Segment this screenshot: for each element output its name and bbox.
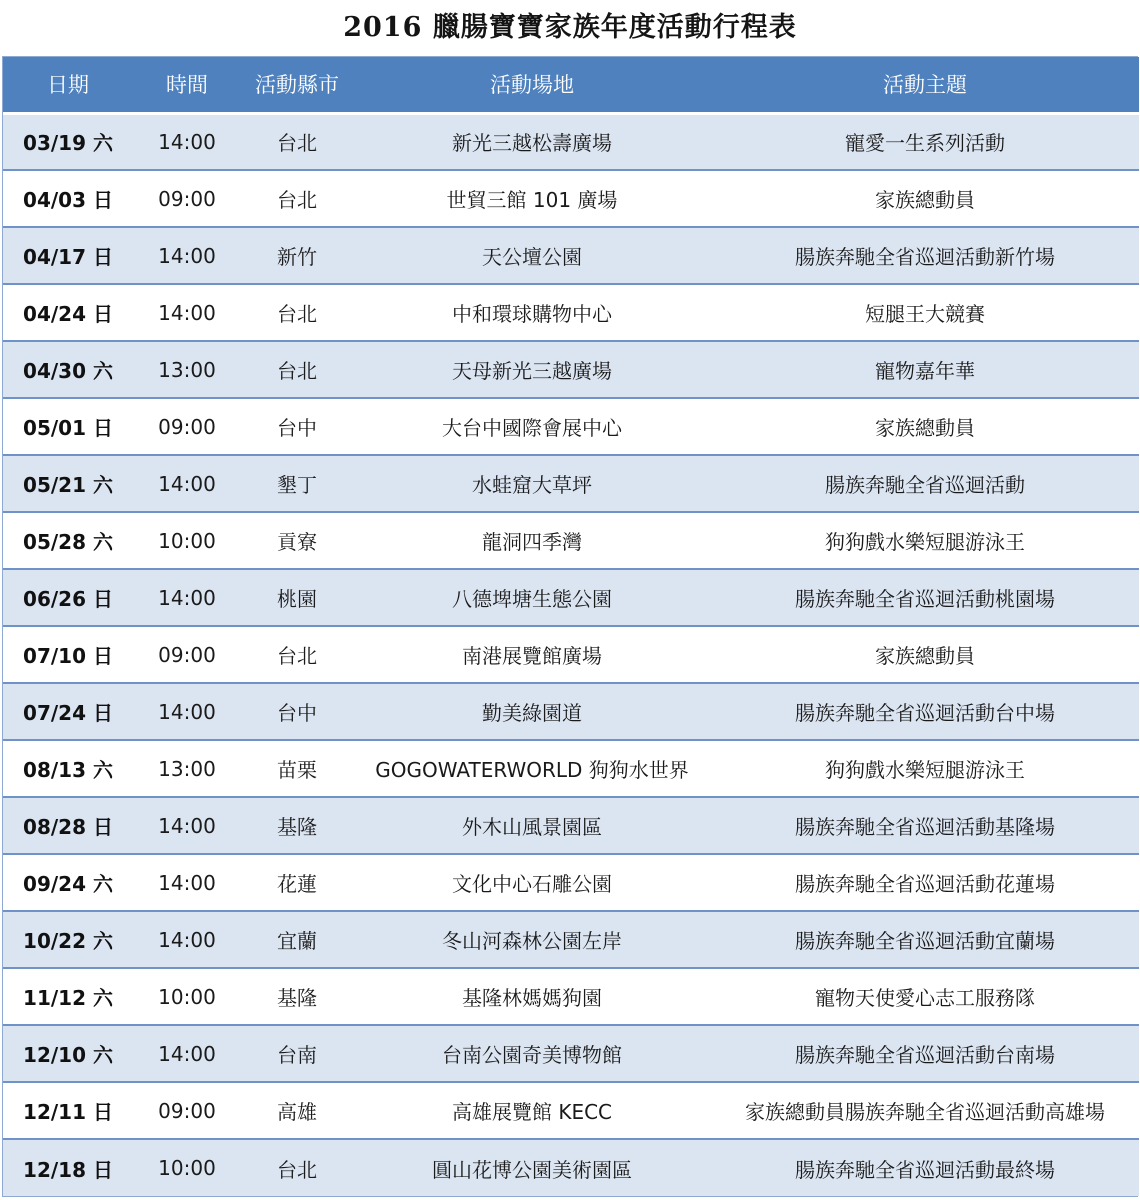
cell-date: 12/11 日 [23,1100,113,1124]
cell-venue: 外木山風景園區 [462,815,602,839]
table-row [3,227,1139,284]
table-body [3,113,1139,1196]
cell-topic: 腸族奔馳全省巡迴活動花蓮場 [795,872,1055,896]
table-row [3,512,1139,569]
cell-city: 高雄 [277,1100,317,1124]
table-row [3,683,1139,740]
cell-venue: 高雄展覽館 KECC [451,1100,613,1124]
cell-topic: 腸族奔馳全省巡迴活動桃園場 [795,587,1055,611]
cell-time: 09:00 [158,1098,216,1123]
table-row [3,740,1139,797]
cell-date: 12/18 日 [23,1157,113,1182]
cell-venue: 新光三越松壽廣場 [452,131,612,156]
cell-date: 06/26 日 [23,587,113,611]
cell-city: 基隆 [277,986,317,1010]
cell-venue: 台南公園奇美博物館 [442,1043,622,1067]
cell-city: 苗栗 [277,758,317,782]
schedule-table [3,57,1139,1196]
cell-date: 08/28 日 [23,815,113,839]
cell-city: 台北 [277,302,317,326]
table-row [3,1082,1139,1139]
schedule-table-container [2,56,1138,1197]
cell-venue: GOGOWATERWORLD 狗狗水世界 [375,758,689,782]
header-row [3,57,1139,113]
cell-venue: 天母新光三越廣場 [452,359,612,383]
cell-time: 14:00 [158,129,216,154]
cell-venue: 八德埤塘生態公園 [452,587,612,611]
table-header [3,57,1139,113]
cell-topic: 寵物天使愛心志工服務隊 [815,986,1035,1010]
cell-date: 04/17 日 [23,245,113,269]
cell-date: 07/24 日 [23,701,113,725]
cell-venue: 文化中心石雕公園 [452,872,612,896]
table-row [3,1025,1139,1082]
header-topic: 活動主題 [711,57,1139,113]
cell-time: 14:00 [158,813,216,838]
cell-topic: 狗狗戲水樂短腿游泳王 [825,758,1025,782]
table-row [3,398,1139,455]
cell-date: 07/10 日 [23,644,113,668]
cell-date: 08/13 六 [23,758,113,782]
cell-topic: 家族總動員腸族奔馳全省巡迴活動高雄場 [745,1100,1105,1124]
table-row [3,284,1139,341]
cell-topic: 腸族奔馳全省巡迴活動台南場 [795,1043,1055,1067]
cell-date: 10/22 六 [23,929,113,953]
cell-time: 10:00 [158,984,216,1009]
cell-date: 05/01 日 [23,416,113,440]
cell-topic: 腸族奔馳全省巡迴活動最終場 [795,1157,1055,1182]
cell-time: 14:00 [158,699,216,724]
cell-date: 04/30 六 [23,359,113,383]
table-row [3,170,1139,227]
cell-venue: 世貿三館 101 廣場 [446,188,618,212]
cell-time: 14:00 [158,243,216,268]
table-row [3,569,1139,626]
cell-date: 11/12 六 [23,986,113,1010]
cell-time: 14:00 [158,1041,216,1066]
cell-time: 09:00 [158,414,216,439]
cell-city: 新竹 [277,245,317,269]
header-venue: 活動場地 [353,57,711,113]
cell-time: 10:00 [158,1156,216,1180]
cell-time: 14:00 [158,927,216,952]
cell-city: 台南 [277,1043,317,1067]
cell-topic: 家族總動員 [875,644,975,668]
cell-date: 05/21 六 [23,473,113,497]
cell-time: 14:00 [158,471,216,496]
cell-city: 台中 [277,416,317,440]
cell-city: 台北 [277,1157,317,1182]
cell-city: 台中 [277,701,317,725]
cell-topic: 腸族奔馳全省巡迴活動宜蘭場 [795,929,1055,953]
cell-venue: 龍洞四季灣 [482,530,582,554]
cell-topic: 寵愛一生系列活動 [845,131,1005,156]
cell-time: 14:00 [158,300,216,325]
table-row [3,341,1139,398]
cell-city: 花蓮 [277,872,317,896]
cell-topic: 狗狗戲水樂短腿游泳王 [825,530,1025,554]
cell-date: 04/24 日 [23,302,113,326]
cell-time: 09:00 [158,642,216,667]
cell-date: 03/19 六 [23,131,113,156]
table-row [3,854,1139,911]
table-row [3,626,1139,683]
cell-topic: 家族總動員 [875,188,975,212]
cell-city: 桃園 [277,587,317,611]
cell-topic: 腸族奔馳全省巡迴活動 [825,473,1025,497]
table-row [3,968,1139,1025]
cell-date: 05/28 六 [23,530,113,554]
cell-venue: 南港展覽館廣場 [462,644,602,668]
cell-topic: 寵物嘉年華 [875,359,975,383]
cell-topic: 腸族奔馳全省巡迴活動台中場 [795,701,1055,725]
cell-city: 墾丁 [277,473,317,497]
cell-date: 04/03 日 [23,188,113,212]
cell-city: 貢寮 [277,530,317,554]
cell-time: 13:00 [158,357,216,382]
cell-venue: 冬山河森林公園左岸 [442,929,622,953]
cell-city: 台北 [277,188,317,212]
cell-date: 12/10 六 [23,1043,113,1067]
cell-venue: 勤美綠園道 [482,701,582,725]
page-title: 2016 臘腸寶寶家族年度活動行程表 [343,12,797,43]
cell-topic: 短腿王大競賽 [865,302,985,326]
cell-topic: 腸族奔馳全省巡迴活動新竹場 [795,245,1055,269]
table-row [3,1139,1139,1196]
table-row [3,113,1139,170]
cell-city: 台北 [277,359,317,383]
cell-city: 宜蘭 [277,929,317,953]
header-time: 時間 [133,57,241,113]
cell-city: 基隆 [277,815,317,839]
cell-time: 13:00 [158,756,216,781]
cell-venue: 水蛙窟大草坪 [472,473,592,497]
table-row [3,911,1139,968]
cell-venue: 天公壇公園 [482,245,582,269]
cell-city: 台北 [277,644,317,668]
header-date: 日期 [3,57,133,113]
cell-venue: 中和環球購物中心 [452,302,612,326]
cell-topic: 家族總動員 [875,416,975,440]
cell-date: 09/24 六 [23,872,113,896]
cell-topic: 腸族奔馳全省巡迴活動基隆場 [795,815,1055,839]
cell-time: 09:00 [158,186,216,211]
cell-time: 10:00 [158,528,216,553]
cell-venue: 基隆林媽媽狗園 [462,986,602,1010]
table-row [3,455,1139,512]
cell-time: 14:00 [158,585,216,610]
cell-time: 14:00 [158,870,216,895]
cell-venue: 大台中國際會展中心 [442,416,622,440]
cell-city: 台北 [277,131,317,156]
header-city: 活動縣市 [241,57,353,113]
cell-venue: 圓山花博公園美術園區 [432,1157,632,1182]
table-row [3,797,1139,854]
